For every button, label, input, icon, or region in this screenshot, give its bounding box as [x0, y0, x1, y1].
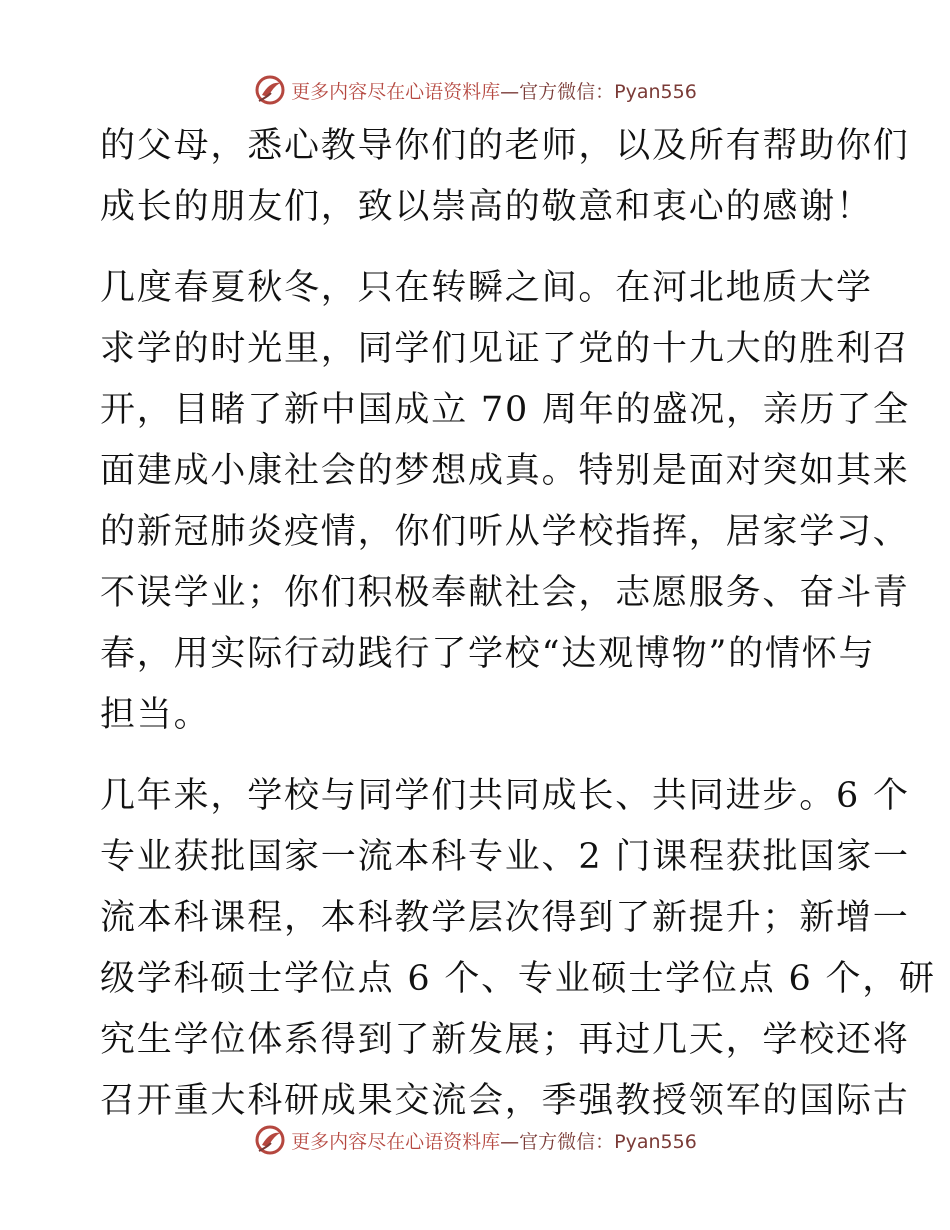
- text-line: 的父母，悉心教导你们的老师，以及所有帮助你们: [100, 126, 910, 166]
- text-line: 的新冠肺炎疫情，你们听从学校指挥，居家学习、: [100, 512, 910, 552]
- text-line: 开，目睹了新中国成立 70 周年的盛况，亲历了全: [100, 390, 910, 430]
- text-line: 求学的时光里，同学们见证了党的十九大的胜利召: [100, 329, 910, 369]
- quill-swirl-logo-icon: [253, 1123, 287, 1157]
- watermark-text: 更多内容尽在心语资料库—官方微信：Pyan556: [291, 1130, 697, 1153]
- text-line: 不误学业；你们积极奉献社会，志愿服务、奋斗青: [100, 573, 910, 613]
- text-line: 面建成小康社会的梦想成真。特别是面对突如其来: [100, 451, 910, 491]
- document-body: [100, 122, 936, 1138]
- paragraph-1: [100, 122, 910, 231]
- text-line: 专业获批国家一流本科专业、2 门课程获批国家一: [100, 837, 910, 877]
- text-line: 成长的朋友们，致以崇高的敬意和衷心的感谢！: [100, 187, 873, 227]
- text-line: 几年来，学校与同学们共同成长、共同进步。6 个: [100, 776, 910, 816]
- paragraph-3: [100, 772, 936, 1125]
- paragraph-2: [100, 264, 910, 739]
- text-line: 春，用实际行动践行了学校“达观博物”的情怀与: [100, 634, 876, 674]
- quill-swirl-logo-icon: [253, 73, 287, 107]
- text-line: 究生学位体系得到了新发展；再过几天，学校还将: [100, 1020, 910, 1060]
- text-line: 流本科课程，本科教学层次得到了新提升；新增一: [100, 898, 910, 938]
- watermark-banner-top: [0, 70, 950, 110]
- watermark-banner-bottom: [0, 1120, 950, 1160]
- watermark-text: 更多内容尽在心语资料库—官方微信：Pyan556: [291, 80, 697, 103]
- text-line: 级学科硕士学位点 6 个、专业硕士学位点 6 个，研: [100, 959, 936, 999]
- text-line: 召开重大科研成果交流会，季强教授领军的国际古: [100, 1081, 910, 1121]
- text-line: 担当。: [100, 695, 211, 735]
- text-line: 几度春夏秋冬，只在转瞬之间。在河北地质大学: [100, 268, 873, 308]
